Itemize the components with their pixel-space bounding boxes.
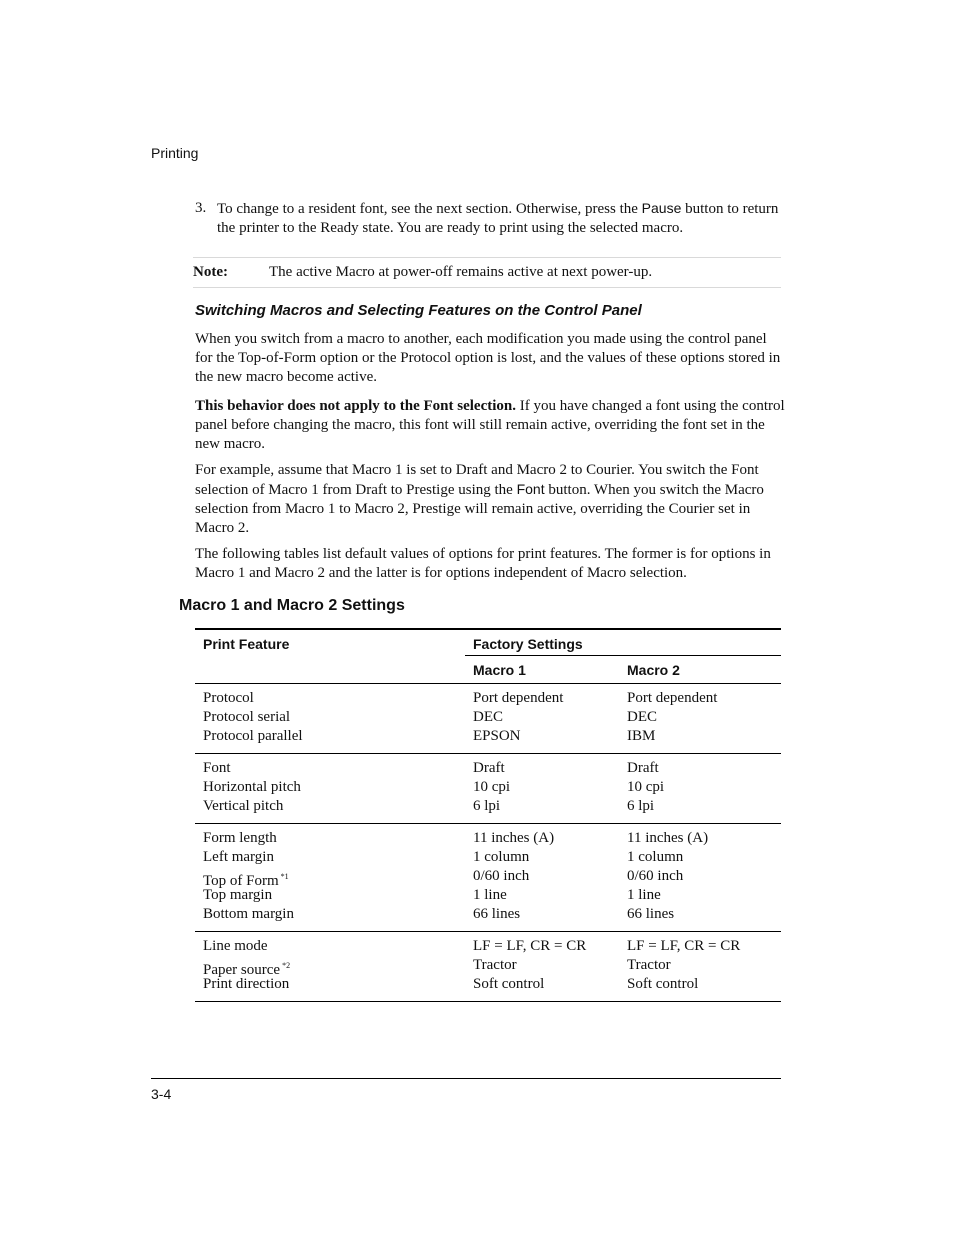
paragraph-1: When you switch from a macro to another, each modification you made using the control panel for the Top-of-Form option or the Protocol option is lost, and the values of these options stored in the new macro become active. — [195, 331, 781, 385]
table-cell: Soft control — [627, 976, 699, 992]
macro-1-column — [473, 937, 586, 994]
macro-2-column — [627, 759, 664, 816]
note-box — [193, 257, 781, 288]
table-cell: 11 inches (A) — [627, 830, 709, 846]
table-cell: Protocol parallel — [203, 728, 303, 744]
table-cell: Vertical pitch — [203, 798, 284, 814]
header-factory-settings: Factory Settings — [473, 636, 583, 652]
table-cell: 1 column — [627, 849, 684, 865]
table-cell: 1 column — [473, 849, 530, 865]
table-cell: Draft — [627, 760, 659, 776]
header-bottom-rule — [195, 683, 781, 684]
running-head: Printing — [151, 145, 199, 161]
group-rule — [195, 823, 781, 824]
table-cell: 66 lines — [473, 906, 521, 922]
table-cell: Port dependent — [627, 690, 718, 706]
macro-2-column — [627, 937, 740, 994]
page-number: 3-4 — [151, 1086, 172, 1102]
table-cell: Protocol serial — [203, 709, 291, 725]
table-cell: 6 lpi — [473, 798, 501, 814]
table-top-rule — [195, 628, 781, 630]
table-cell: 10 cpi — [627, 779, 665, 795]
section-title: Macro 1 and Macro 2 Settings — [179, 597, 405, 614]
header-print-feature: Print Feature — [203, 636, 290, 652]
table-cell: 11 inches (A) — [473, 830, 555, 846]
macro-1-column — [473, 689, 563, 746]
step-text: To change to a resident font, see the next section. Otherwise, press the Pause button to return the printer to the Ready state. You are ready to print using the selected macro. — [217, 200, 779, 236]
feature-column — [203, 937, 290, 994]
table-cell: 0/60 inch — [627, 868, 684, 884]
paragraph-2-bold: This behavior does not apply to the Font selection. — [195, 398, 516, 414]
font-button-label: Font — [516, 481, 545, 497]
table-cell: Top of Form $^{*1}$ — [203, 872, 289, 889]
paragraph-3: For example, assume that Macro 1 is set to Draft and Macro 2 to Courier. You switch the Font selection of Macro 1 from Draft to Prestige using the Font button. When you switch the Macro selection from Macro 1 to Macro 2, Prestige will remain active, overriding the Courier set in Macro 2. — [195, 462, 764, 536]
group-rule — [195, 753, 781, 754]
step-3 — [195, 199, 785, 238]
pause-button-label: Pause — [641, 200, 682, 216]
table-cell: IBM — [627, 728, 656, 744]
table-cell: 1 line — [627, 887, 661, 903]
table-cell: Draft — [473, 760, 505, 776]
feature-column — [203, 689, 303, 746]
macro-1-column — [473, 759, 510, 816]
table-cell: Left margin — [203, 849, 274, 865]
table-cell: Form length — [203, 830, 277, 846]
table-cell: 1 line — [473, 887, 507, 903]
header-macro-1: Macro 1 — [473, 662, 526, 678]
table-cell: Paper source $^{*2}$ — [203, 961, 291, 978]
macro-2-column — [627, 829, 708, 924]
table-cell: LF = LF, CR = CR — [473, 938, 587, 954]
table-cell: Tractor — [473, 957, 517, 973]
step-number: 3. — [195, 200, 207, 216]
group-rule — [195, 1001, 781, 1002]
header-macro-2: Macro 2 — [627, 662, 680, 678]
table-cell: Tractor — [627, 957, 671, 973]
table-cell: 6 lpi — [627, 798, 655, 814]
table-cell: Soft control — [473, 976, 545, 992]
note-text: The active Macro at power-off remains active at next power-up. — [269, 264, 653, 280]
macro-1-column — [473, 829, 554, 924]
macro-2-column — [627, 689, 717, 746]
table-cell: EPSON — [473, 728, 521, 744]
table-cell: 66 lines — [627, 906, 675, 922]
table-cell: LF = LF, CR = CR — [627, 938, 741, 954]
table-cell: Line mode — [203, 938, 268, 954]
table-cell: Horizontal pitch — [203, 779, 301, 795]
group-rule — [195, 931, 781, 932]
header-sub-rule — [465, 655, 781, 656]
footer-rule — [151, 1078, 781, 1079]
table-cell: Font — [203, 760, 231, 776]
table-cell: 0/60 inch — [473, 868, 530, 884]
table-cell: Port dependent — [473, 690, 564, 706]
note-label: Note: — [193, 264, 228, 280]
table-cell: Bottom margin — [203, 906, 294, 922]
paragraph-4: The following tables list default values of options for print features. The former is for options in Macro 1 and Macro 2 and the latter is for options independent of Macro selection. — [195, 546, 771, 581]
footnote-marker: *1 — [280, 872, 289, 881]
table-cell: DEC — [627, 709, 657, 725]
table-cell: Print direction — [203, 976, 290, 992]
paragraph-2: This behavior does not apply to the Font selection. If you have changed a font using the control panel before changing the macro, this font will still remain active, overriding the font set in the new macro. — [195, 398, 785, 452]
feature-column — [203, 829, 294, 924]
table-cell: Protocol — [203, 690, 254, 706]
footnote-marker: *2 — [282, 961, 291, 970]
table-cell: 10 cpi — [473, 779, 511, 795]
subheading: Switching Macros and Selecting Features on the Control Panel — [195, 302, 642, 319]
feature-column — [203, 759, 301, 816]
table-cell: DEC — [473, 709, 503, 725]
table-cell: Top margin — [203, 887, 273, 903]
